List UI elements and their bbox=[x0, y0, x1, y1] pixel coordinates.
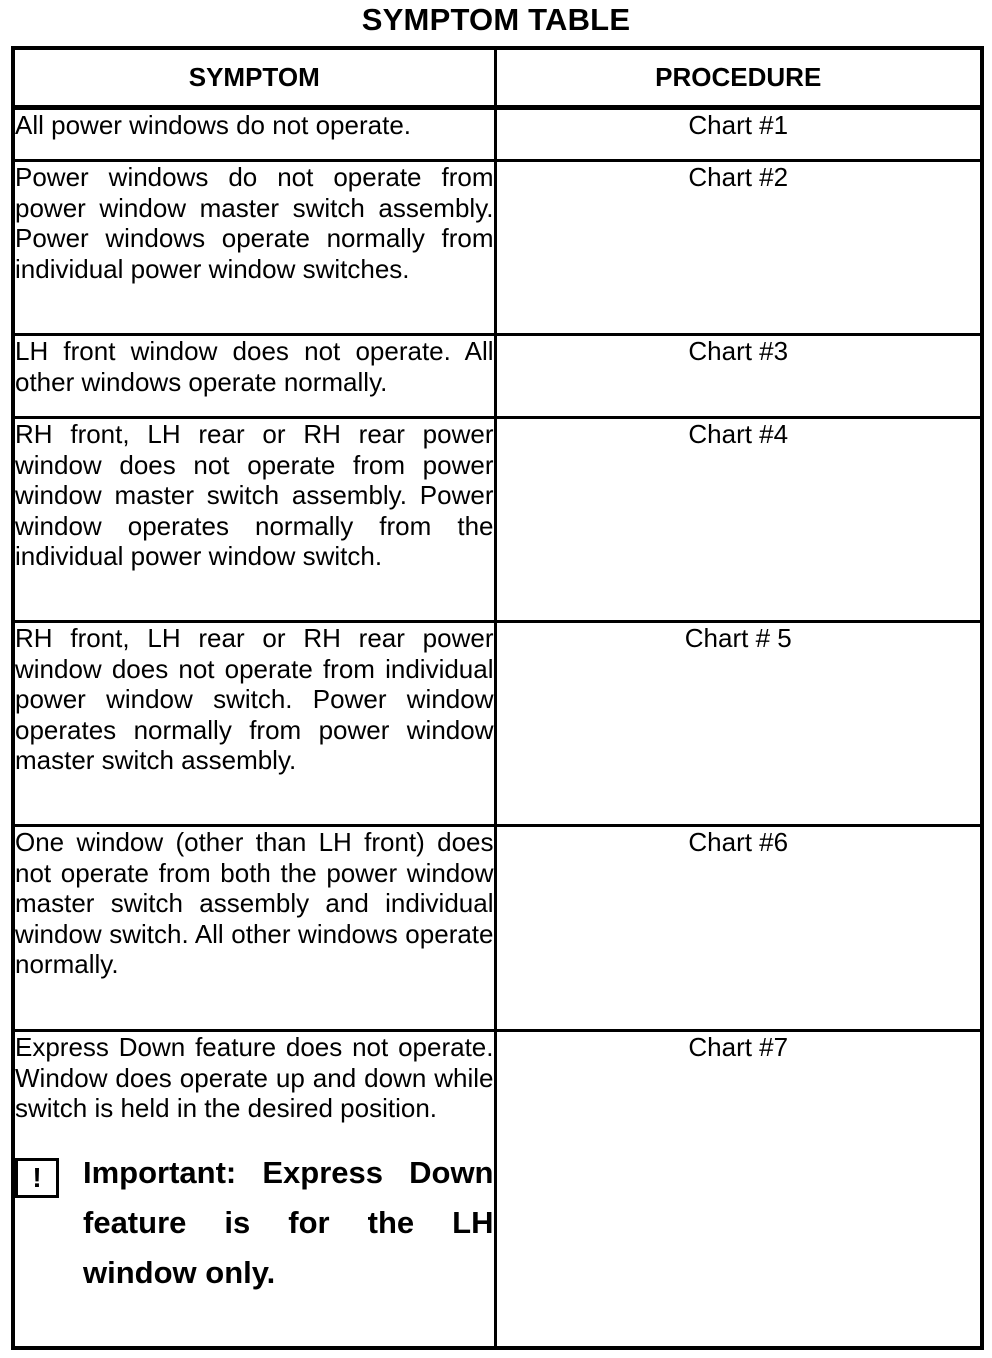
table-row bbox=[13, 1031, 982, 1348]
symptom-cell: RH front, LH rear or RH rear power window does not operate from power window master switch assembly. Power window operates normally from the individual power window switch. bbox=[13, 418, 495, 622]
procedure-column-header: PROCEDURE bbox=[495, 48, 982, 108]
table-row bbox=[13, 418, 982, 622]
symptom-cell: LH front window does not operate. All other windows operate normally. bbox=[13, 335, 495, 418]
symptom-column-header: SYMPTOM bbox=[13, 48, 495, 108]
procedure-cell: Chart #7 bbox=[495, 1031, 982, 1348]
table-header-row bbox=[13, 48, 982, 108]
procedure-cell: Chart # 5 bbox=[495, 622, 982, 826]
procedure-cell: Chart #1 bbox=[495, 108, 982, 161]
procedure-cell: Chart #6 bbox=[495, 826, 982, 1031]
table-row bbox=[13, 826, 982, 1031]
table-row bbox=[13, 335, 982, 418]
important-note-text: Important: Express Down feature is for the LH window only. bbox=[83, 1154, 494, 1290]
procedure-cell: Chart #2 bbox=[495, 161, 982, 335]
procedure-cell: Chart #3 bbox=[495, 335, 982, 418]
table-row bbox=[13, 108, 982, 161]
page-title: SYMPTOM TABLE bbox=[361, 2, 631, 37]
symptom-table bbox=[11, 46, 984, 1350]
symptom-cell: All power windows do not operate. bbox=[13, 108, 495, 161]
symptom-cell bbox=[13, 1031, 495, 1348]
table-row bbox=[13, 622, 982, 826]
table-row bbox=[13, 161, 982, 335]
symptom-cell: Power windows do not operate from power window master switch assembly. Power windows operate normally from individual power window switches. bbox=[13, 161, 495, 335]
procedure-cell: Chart #4 bbox=[495, 418, 982, 622]
symptom-cell: RH front, LH rear or RH rear power window does not operate from individual power window switch. Power window operates normally from power window master switch assembly. bbox=[13, 622, 495, 826]
symptom-text: Express Down feature does not operate. Window does operate up and down while switch is held in the desired position. bbox=[15, 1032, 494, 1123]
important-exclamation-icon: ! bbox=[15, 1158, 59, 1198]
symptom-cell: One window (other than LH front) does not operate from both the power window master switch assembly and individual window switch. All other windows operate normally. bbox=[13, 826, 495, 1031]
important-note bbox=[15, 1154, 494, 1298]
